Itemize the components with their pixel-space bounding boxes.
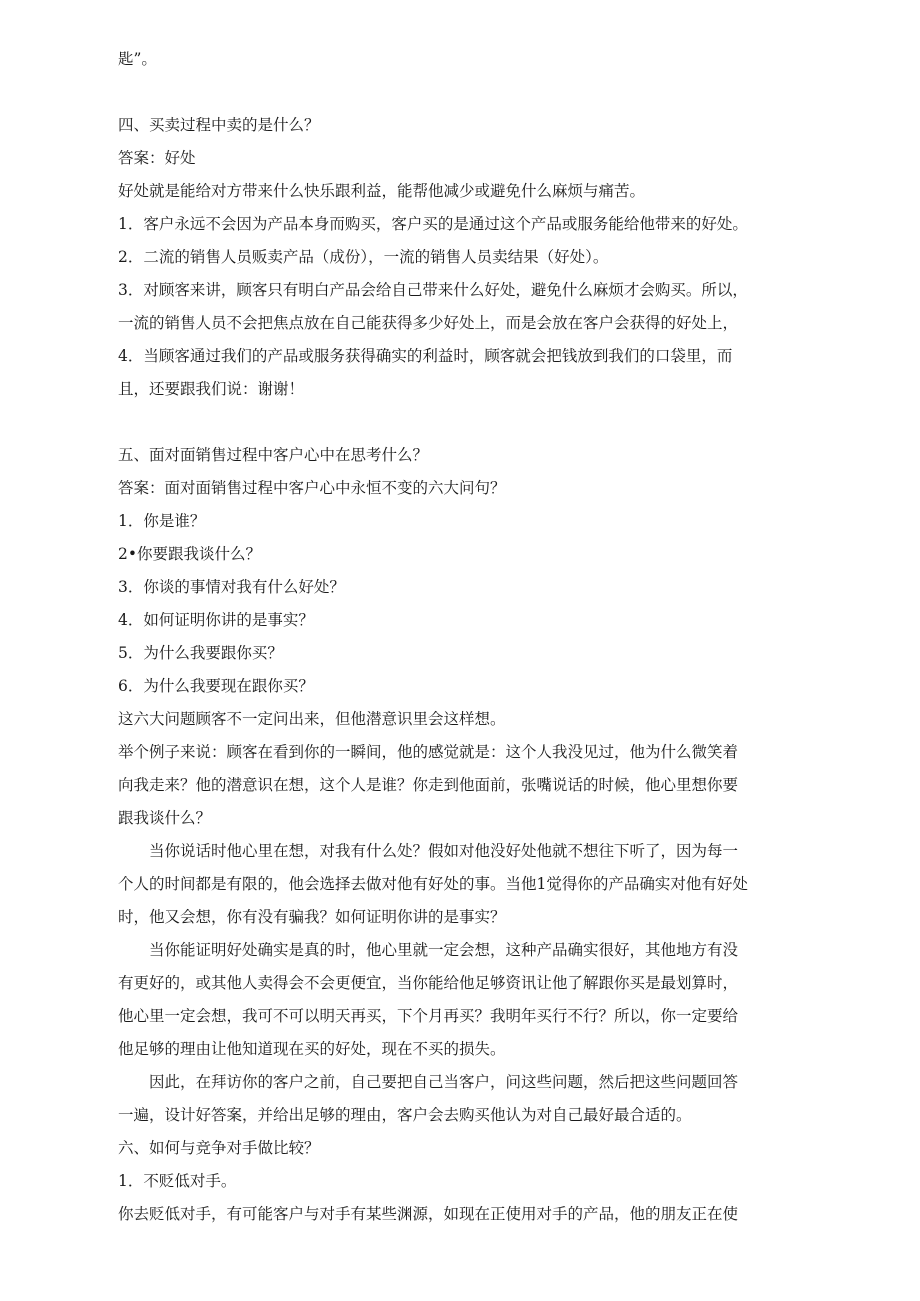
paragraph-line: 且，还要跟我们说：谢谢！ bbox=[118, 380, 305, 398]
paragraph-line: 时，他又会想，你有没有骗我？如何证明你讲的是事实？ bbox=[118, 908, 506, 926]
paragraph-line-indented: 当你说话时他心里在想，对我有什么处？假如对他没好处他就不想往下听了，因为每一 bbox=[149, 842, 739, 860]
paragraph-line: 3．对顾客来讲，顾客只有明白产品会给自己带来什么好处，避免什么麻烦才会购买。所以， bbox=[118, 281, 748, 299]
paragraph-line: 跟我谈什么？ bbox=[118, 809, 212, 827]
paragraph-line: 有更好的，或其他人卖得会不会更便宜，当你能给他足够资讯让他了解跟你买是最划算时， bbox=[118, 974, 739, 992]
paragraph-line-indented: 因此，在拜访你的客户之前，自己要把自己当客户，问这些问题，然后把这些问题回答 bbox=[149, 1073, 739, 1091]
paragraph-line: 五、面对面销售过程中客户心中在思考什么？ bbox=[118, 446, 429, 464]
paragraph-line: 3．你谈的事情对我有什么好处？ bbox=[118, 578, 345, 596]
paragraph-line: 好处就是能给对方带来什么快乐跟利益，能帮他减少或避免什么麻烦与痛苦。 bbox=[118, 182, 646, 200]
paragraph-line-indented: 当你能证明好处确实是真的时，他心里就一定会想，这种产品确实很好，其他地方有没 bbox=[149, 941, 739, 959]
blank-line bbox=[118, 406, 810, 439]
paragraph-line: 你去贬低对手，有可能客户与对手有某些渊源，如现在正使用对手的产品，他的朋友正在使 bbox=[118, 1205, 739, 1223]
paragraph-line: 这六大问题顾客不一定问出来，但他潜意识里会这样想。 bbox=[118, 710, 506, 728]
paragraph-line: 4．当顾客通过我们的产品或服务获得确实的利益时，顾客就会把钱放到我们的口袋里，而 bbox=[118, 347, 733, 365]
paragraph-line: 四、买卖过程中卖的是什么？ bbox=[118, 116, 320, 134]
blank-line bbox=[118, 76, 810, 109]
paragraph-line: 六、如何与竞争对手做比较？ bbox=[118, 1139, 320, 1157]
paragraph-line: 6．为什么我要现在跟你买？ bbox=[118, 677, 314, 695]
paragraph-line: 答案：面对面销售过程中客户心中永恒不变的六大问句？ bbox=[118, 479, 506, 497]
paragraph-line: 答案：好处 bbox=[118, 149, 196, 167]
paragraph-line: 2•你要跟我谈什么？ bbox=[118, 545, 262, 563]
paragraph-line: 一遍，设计好答案，并给出足够的理由，客户会去购买他认为对自己最好最合适的。 bbox=[118, 1106, 692, 1124]
paragraph-line: 举个例子来说：顾客在看到你的一瞬间，他的感觉就是：这个人我没见过，他为什么微笑着 bbox=[118, 743, 739, 761]
paragraph-line: 他心里一定会想，我可不可以明天再买，下个月再买？我明年买行不行？所以，你一定要给 bbox=[118, 1007, 739, 1025]
paragraph-line: 向我走来？他的潜意识在想，这个人是谁？你走到他面前，张嘴说话的时候，他心里想你要 bbox=[118, 776, 739, 794]
paragraph-line: 1．你是谁？ bbox=[118, 512, 206, 530]
paragraph-line: 一流的销售人员不会把焦点放在自己能获得多少好处上，而是会放在客户会获得的好处上， bbox=[118, 314, 739, 332]
paragraph-line: 1．不贬低对手。 bbox=[118, 1172, 237, 1190]
paragraph-line: 5．为什么我要跟你买？ bbox=[118, 644, 283, 662]
paragraph-line: 1．客户永远不会因为产品本身而购买，客户买的是通过这个产品或服务能给他带来的好处。 bbox=[118, 215, 748, 233]
paragraph-line: 2．二流的销售人员贩卖产品（成份），一流的销售人员卖结果（好处）。 bbox=[118, 248, 609, 266]
paragraph-line: 个人的时间都是有限的，他会选择去做对他有好处的事。当他1觉得你的产品确实对他有好处 bbox=[118, 875, 748, 893]
paragraph-line: 他足够的理由让他知道现在买的好处，现在不买的损失。 bbox=[118, 1040, 506, 1058]
paragraph-line: 匙”。 bbox=[118, 50, 157, 68]
paragraph-line: 4．如何证明你讲的是事实？ bbox=[118, 611, 314, 629]
